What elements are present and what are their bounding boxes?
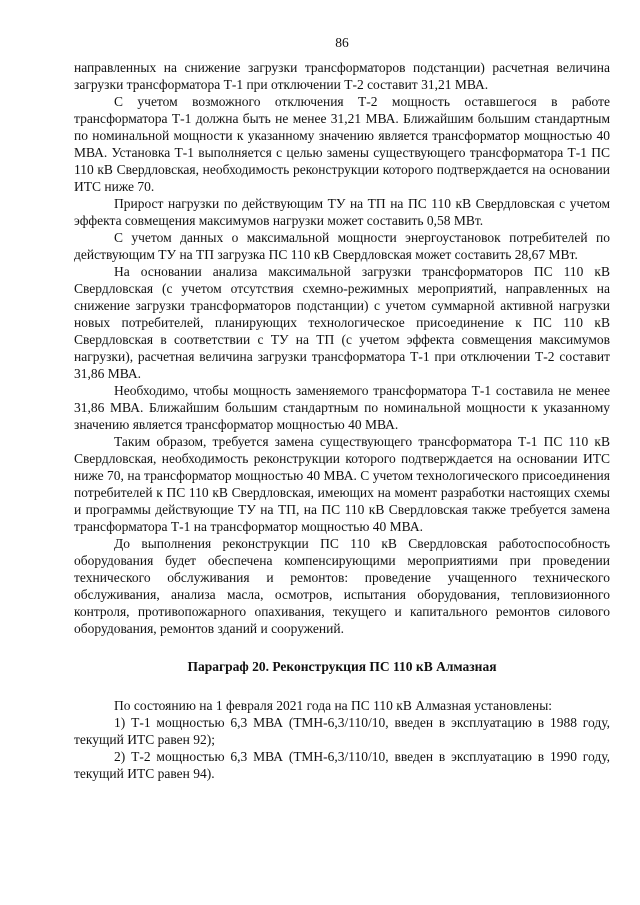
paragraph-6: Необходимо, чтобы мощность заменяемого трансформатора Т-1 составила не менее 31,86 МВА. Ближайшим большим стандартным по номинальной мощности к указанному значению является трансформатор мощностью 40 МВА. — [74, 383, 610, 432]
list-item-2: 2) Т-2 мощностью 6,3 МВА (ТМН-6,3/110/10, введен в эксплуатацию в 1990 году, текущий ИТС равен 94). — [74, 749, 610, 781]
document-page — [74, 34, 610, 782]
paragraph-intro: По состоянию на 1 февраля 2021 года на ПС 110 кВ Алмазная установлены: — [114, 698, 553, 713]
section-heading: Параграф 20. Реконструкция ПС 110 кВ Алмазная — [187, 659, 497, 674]
paragraph-1: направленных на снижение загрузки трансформаторов подстанции) расчетная величина загрузки трансформатора Т-1 при отключении Т-2 составит 31,21 МВА. — [74, 60, 610, 92]
paragraph-8: До выполнения реконструкции ПС 110 кВ Свердловская работоспособность оборудования будет обеспечена компенсирующими мероприятиями при проведении технического обслуживания и ремонтов: проведение учащенного технического обслуживания, анализа масла, осмотров, испытания оборудования, тепловизионного контроля, противопожарного опахивания, текущего и капитального ремонтов силового оборудования, ремонтов зданий и сооружений. — [74, 536, 610, 636]
paragraph-4: С учетом данных о максимальной мощности энергоустановок потребителей по действующим ТУ на ТП загрузка ПС 110 кВ Свердловская может составить 28,67 МВт. — [74, 230, 610, 262]
paragraph-2: С учетом возможного отключения Т-2 мощность оставшегося в работе трансформатора Т-1 должна быть не менее 31,21 МВА. Ближайшим большим стандартным по номинальной мощности к указанному значению является трансформатор мощностью 40 МВА. Установка Т-1 выполняется с целью замены существующего трансформатора Т-1 ПС 110 кВ Свердловская, необходимость реконструкции которого подтверждается на основании ИТС ниже 70. — [74, 94, 610, 194]
paragraph-7: Таким образом, требуется замена существующего трансформатора Т-1 ПС 110 кВ Свердловская, необходимость реконструкции которого подтверждается на основании ИТС ниже 70, на трансформатор мощностью 40 МВА. С учетом технологического присоединения потребителей к ПС 110 кВ Свердловская, имеющих на момент разработки настоящих схемы и программы действующие ТУ на ТП, на ПС 110 кВ Свердловская также требуется замена трансформатора Т-1 на трансформатор мощностью 40 МВА. — [74, 434, 610, 534]
paragraph-3: Прирост нагрузки по действующим ТУ на ТП на ПС 110 кВ Свердловская с учетом эффекта совмещения максимумов нагрузки может составить 0,58 МВт. — [74, 196, 610, 228]
list-item-1: 1) Т-1 мощностью 6,3 МВА (ТМН-6,3/110/10, введен в эксплуатацию в 1988 году, текущий ИТС равен 92); — [74, 715, 610, 747]
page-number: 86 — [335, 35, 349, 50]
paragraph-5: На основании анализа максимальной загрузки трансформаторов ПС 110 кВ Свердловская (с учетом отсутствия схемно-режимных мероприятий, направленных на снижение загрузки трансформаторов подстанции) с учетом суммарной активной нагрузки новых потребителей, планирующих технологическое присоединение к ПС 110 кВ Свердловская в соответствии с ТУ на ТП (с учетом эффекта совмещения максимумов нагрузки), расчетная величина загрузки трансформатора Т-1 при отключении Т-2 составит 31,86 МВА. — [74, 264, 610, 381]
